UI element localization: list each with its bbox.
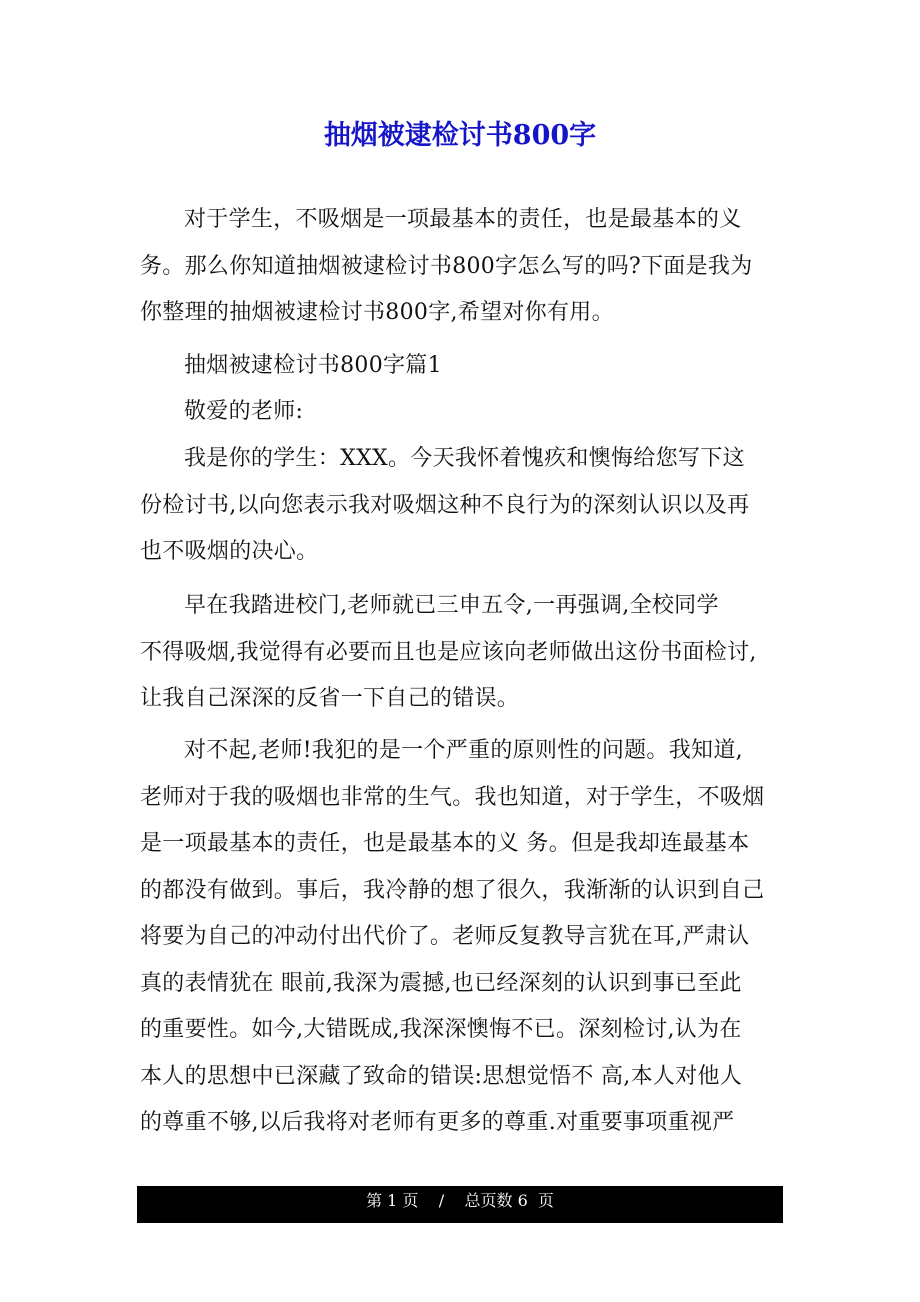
text-line: 本人的思想中已深藏了致命的错误:思想觉悟不 高,本人对他人 bbox=[140, 1063, 743, 1089]
text-line: 我是你的学生：XXX。今天我怀着愧疚和懊悔给您写下这 bbox=[184, 446, 745, 471]
text-line: 真的表情犹在 眼前,我深为震撼,也已经深刻的认识到事已至此 bbox=[140, 970, 742, 996]
text-line: 你整理的抽烟被逮检讨书800字,希望对你有用。 bbox=[140, 300, 614, 325]
paragraph-intro bbox=[140, 197, 785, 337]
paragraph-body bbox=[140, 583, 785, 723]
text-line: 的尊重不够,以后我将对老师有更多的尊重.对重要事项重视严 bbox=[140, 1110, 735, 1135]
paragraph-salutation bbox=[140, 389, 785, 436]
text-line: 份检讨书,以向您表示我对吸烟这种不良行为的深刻认识以及再 bbox=[140, 492, 750, 518]
text-line: 是一项最基本的责任，也是最基本的义 务。但是我却连最基本 bbox=[140, 831, 750, 856]
text-line: 的重要性。如今,大错既成,我深深懊悔不已。深刻检讨,认为在 bbox=[140, 1017, 742, 1042]
text-line: 将要为自己的冲动付出代价了。老师反复教导言犹在耳,严肃认 bbox=[140, 924, 750, 949]
page-footer: 第 1 页 / 总页数 6 页 bbox=[137, 1186, 783, 1223]
paragraph-body bbox=[140, 436, 785, 576]
text-line: 对不起,老师!我犯的是一个严重的原则性的问题。我知道, bbox=[184, 738, 743, 763]
paragraph-section-heading bbox=[140, 343, 785, 390]
text-line: 老师对于我的吸烟也非常的生气。我也知道，对于学生，不吸烟 bbox=[140, 784, 765, 810]
text-line: 早在我踏进校门,老师就已三申五令,一再强调,全校同学 bbox=[184, 593, 719, 618]
document-title: 抽烟被逮检讨书800字 bbox=[323, 120, 597, 151]
text-line: 让我自己深深的反省一下自己的错误。 bbox=[140, 686, 520, 711]
text-line: 敬爱的老师: bbox=[184, 399, 304, 424]
text-line: 也不吸烟的决心。 bbox=[140, 539, 319, 564]
text-line: 的都没有做到。事后，我冷静的想了很久，我渐渐的认识到自己 bbox=[140, 877, 765, 903]
paragraph-body bbox=[140, 728, 785, 1147]
text-line: 务。那么你知道抽烟被逮检讨书800字怎么写的吗?下面是我为 bbox=[140, 253, 753, 279]
text-line: 不得吸烟,我觉得有必要而且也是应该向老师做出这份书面检讨, bbox=[140, 639, 757, 665]
text-line: 抽烟被逮检讨书800字篇1 bbox=[184, 353, 442, 378]
text-line: 对于学生，不吸烟是一项最基本的责任，也是最基本的义 bbox=[184, 207, 742, 232]
